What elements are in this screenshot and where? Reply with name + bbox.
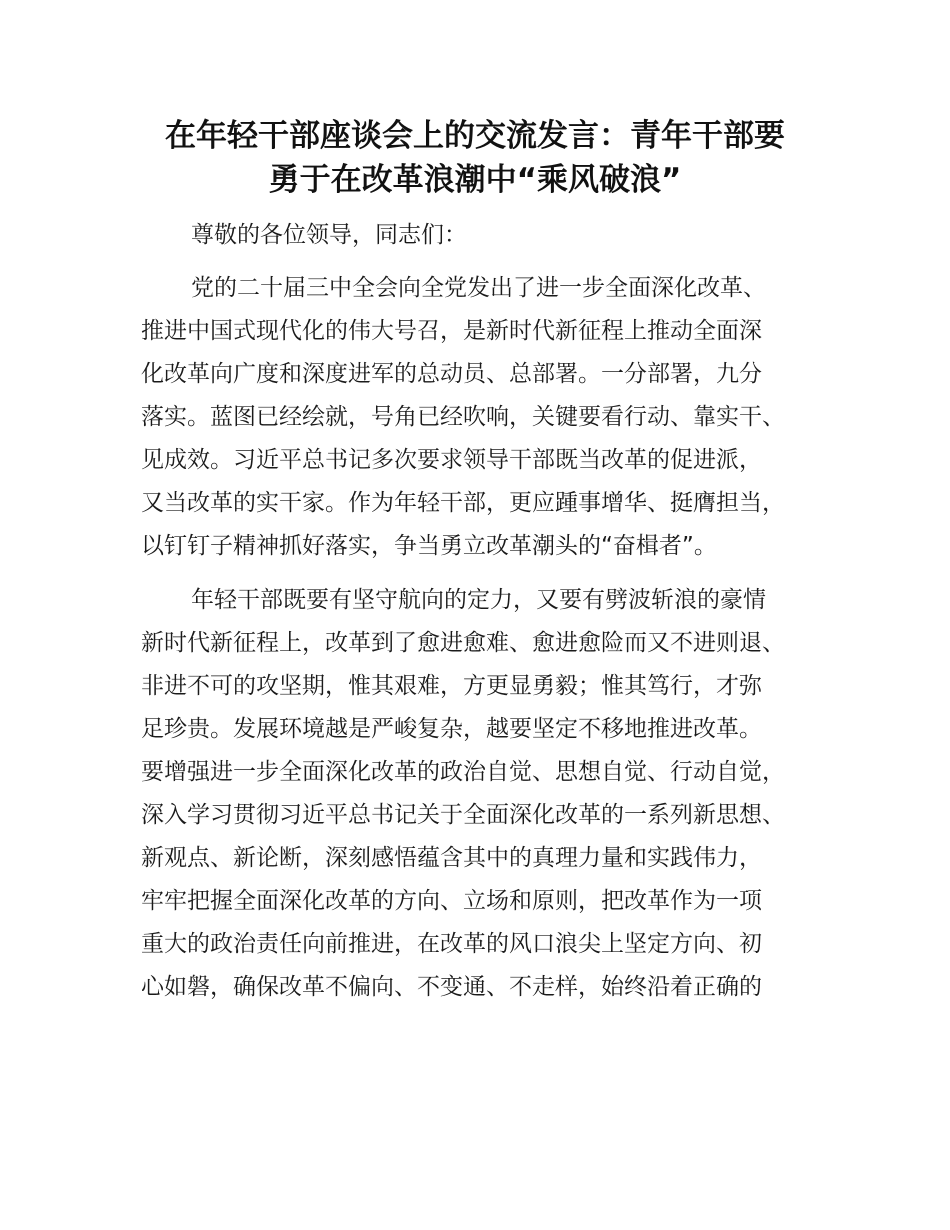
paragraph-line: 新观点、新论断，深刻感悟蕴含其中的真理力量和实践伟力， bbox=[141, 845, 762, 871]
paragraph-line: 又当改革的实干家。作为年轻干部，更应踵事增华、挺膺担当， bbox=[141, 490, 785, 516]
paragraph-line: 非进不可的攻坚期，惟其艰难，方更显勇毅；惟其笃行，才弥 bbox=[141, 673, 762, 699]
paragraph-line: 要增强进一步全面深化改革的政治自觉、思想自觉、行动自觉， bbox=[141, 759, 785, 785]
paragraph-line: 化改革向广度和深度进军的总动员、总部署。一分部署，九分 bbox=[141, 361, 762, 387]
paragraph-line: 落实。蓝图已经绘就，号角已经吹响，关键要看行动、靠实干、 bbox=[141, 404, 785, 430]
paragraph-line: 年轻干部既要有坚守航向的定力，又要有劈波斩浪的豪情 bbox=[191, 587, 766, 613]
paragraph-line: 足珍贵。发展环境越是严峻复杂，越要坚定不移地推进改革。 bbox=[141, 716, 762, 742]
document-title-line-2: 勇于在改革浪潮中“乘风破浪” bbox=[268, 162, 682, 198]
paragraph-line: 新时代新征程上，改革到了愈进愈难、愈进愈险而又不进则退、 bbox=[141, 630, 785, 656]
paragraph-line: 党的二十届三中全会向全党发出了进一步全面深化改革、 bbox=[191, 275, 766, 301]
paragraph-line: 心如磐，确保改革不偏向、不变通、不走样，始终沿着正确的 bbox=[141, 974, 762, 1000]
paragraph-line: 重大的政治责任向前推进，在改革的风口浪尖上坚定方向、初 bbox=[141, 931, 762, 957]
greeting: 尊敬的各位领导，同志们： bbox=[191, 222, 467, 248]
paragraph-line: 深入学习贯彻习近平总书记关于全面深化改革的一系列新思想、 bbox=[141, 802, 785, 828]
document-title-line-1: 在年轻干部座谈会上的交流发言：青年干部要 bbox=[165, 118, 785, 154]
paragraph-line: 以钉钉子精神抓好落实，争当勇立改革潮头的“奋楫者”。 bbox=[141, 533, 717, 559]
paragraph-line: 见成效。习近平总书记多次要求领导干部既当改革的促进派， bbox=[141, 447, 762, 473]
paragraph-line: 推进中国式现代化的伟大号召，是新时代新征程上推动全面深 bbox=[141, 318, 762, 344]
paragraph-line: 牢牢把握全面深化改革的方向、立场和原则，把改革作为一项 bbox=[141, 888, 762, 914]
